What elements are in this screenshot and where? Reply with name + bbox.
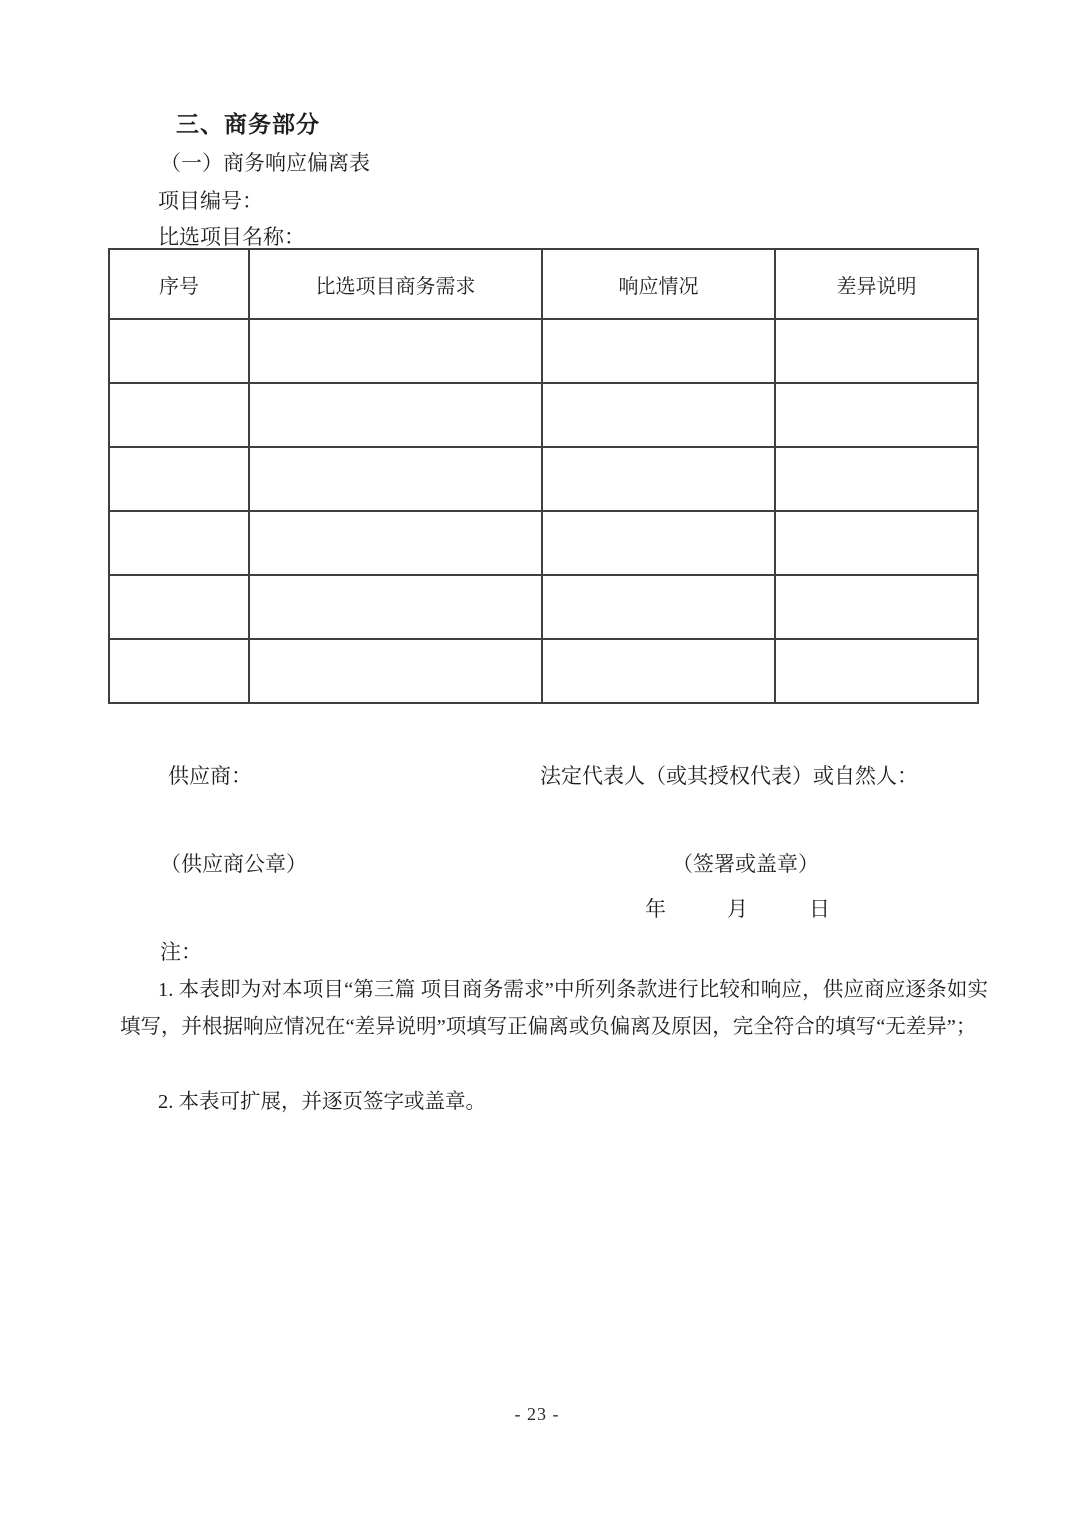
table-header-cell: 响应情况: [542, 249, 775, 319]
legal-representative-label: 法定代表人（或其授权代表）或自然人：: [540, 764, 918, 788]
table-row: [109, 319, 978, 383]
table-cell: [109, 319, 249, 383]
table-row: [109, 575, 978, 639]
table-header-row: [109, 249, 978, 319]
date-line: [645, 893, 830, 923]
table-cell: [109, 511, 249, 575]
table-row: [109, 639, 978, 703]
table-cell: [542, 383, 775, 447]
project-name-label: 比选项目名称：: [158, 225, 305, 249]
supplier-seal-label: （供应商公章）: [160, 852, 307, 876]
table-cell: [249, 511, 542, 575]
table-cell: [542, 447, 775, 511]
table-cell: [109, 447, 249, 511]
table-header-cell: 差异说明: [775, 249, 978, 319]
table-cell: [249, 319, 542, 383]
sign-or-seal-label: （签署或盖章）: [672, 852, 819, 876]
deviation-table: [108, 248, 979, 704]
table-header-cell: 序号: [109, 249, 249, 319]
note-item-2: 2. 本表可扩展，并逐页签字或盖章。: [158, 1091, 486, 1113]
table-cell: [249, 575, 542, 639]
table-cell: [775, 575, 978, 639]
table-cell: [109, 575, 249, 639]
subsection-title: （一）商务响应偏离表: [160, 151, 370, 175]
table-header-cell: 比选项目商务需求: [249, 249, 542, 319]
table-cell: [775, 383, 978, 447]
project-number-label: 项目编号：: [158, 189, 263, 213]
table-cell: [109, 383, 249, 447]
table-cell: [542, 511, 775, 575]
table-cell: [249, 447, 542, 511]
date-month-label: 月: [727, 897, 748, 921]
table-row: [109, 383, 978, 447]
table-cell: [775, 319, 978, 383]
section-title: 三、商务部分: [176, 112, 320, 137]
page-number: - 23 -: [514, 1404, 560, 1424]
supplier-label: 供应商：: [168, 764, 252, 788]
table-cell: [775, 511, 978, 575]
note-item-1: 1. 本表即为对本项目“第三篇 项目商务需求”中所列条款进行比较和响应，供应商应逐条如实填写，并根据响应情况在“差异说明”项填写正偏离或负偏离及原因，完全符合的填写“无差异”；: [120, 979, 988, 1038]
table-cell: [775, 639, 978, 703]
table-cell: [542, 639, 775, 703]
table-cell: [249, 639, 542, 703]
table-cell: [542, 319, 775, 383]
date-year-label: 年: [645, 897, 666, 921]
table-cell: [775, 447, 978, 511]
table-cell: [109, 639, 249, 703]
table-cell: [249, 383, 542, 447]
table-cell: [542, 575, 775, 639]
table-row: [109, 447, 978, 511]
date-day-label: 日: [809, 897, 830, 921]
notes-label: 注：: [160, 940, 202, 964]
table-row: [109, 511, 978, 575]
